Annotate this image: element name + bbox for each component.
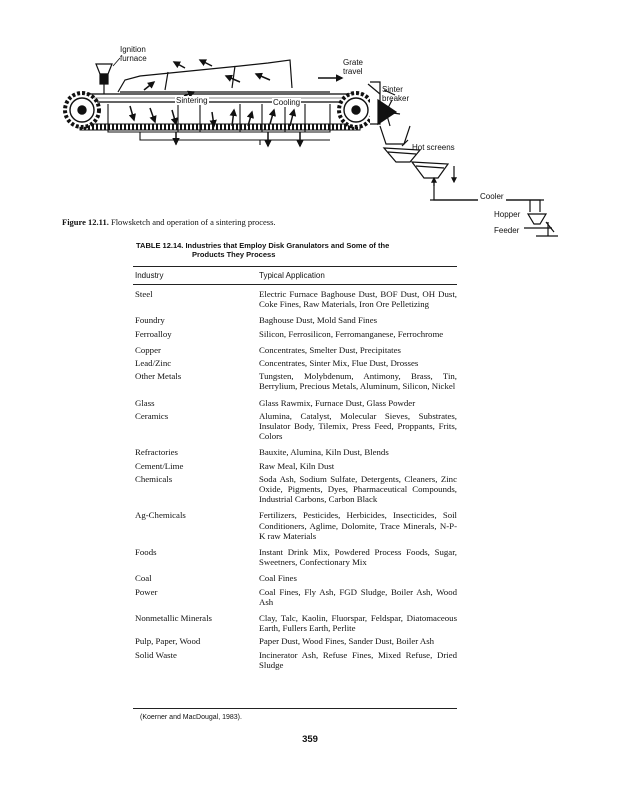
cell-industry: Cement/Lime (135, 460, 184, 471)
cell-industry: Glass (135, 397, 155, 408)
cell-application: Alumina, Catalyst, Molecular Sieves, Substrates, Insulator Body, Tilemix, Press Feed, Proppants, Frits, Colors (259, 410, 457, 442)
label-cooling: Cooling (273, 98, 301, 107)
drive-sprocket-right (339, 93, 373, 127)
label-grate-travel: Grate travel (343, 58, 364, 76)
cell-application: Soda Ash, Sodium Sulfate, Detergents, Cleaners, Zinc Oxide, Pigments, Dyes, Pharmaceutical Compounds, Industrial Carbons, Carbon Black (259, 473, 457, 505)
table-title-line-2: Products They Process (192, 249, 276, 259)
ignition-furnace (96, 58, 120, 94)
label-cooler: Cooler (480, 192, 504, 201)
table-row (135, 289, 457, 309)
table-row (135, 315, 457, 325)
cell-industry: Foods (135, 547, 157, 558)
cell-industry: Pulp, Paper, Wood (135, 636, 201, 647)
cell-application: Clay, Talc, Kaolin, Fluorspar, Feldspar, Diatomaceous Earth, Fullers Earth, Perlite (259, 613, 457, 634)
table-title-line-1: TABLE 12.14. Industries that Employ Disk Granulators and Some of the (136, 241, 390, 250)
table-row (135, 636, 457, 646)
table-row (135, 613, 457, 633)
cell-application: Raw Meal, Kiln Dust (259, 460, 335, 471)
table-bottom-rule (133, 708, 457, 709)
gas-flow-arrows (130, 60, 342, 146)
cell-industry: Lead/Zinc (135, 358, 172, 369)
cell-industry: Coal (135, 573, 152, 584)
cell-application: Incinerator Ash, Refuse Fines, Mixed Refuse, Dried Sludge (259, 649, 457, 670)
cell-application: Tungsten, Molybdenum, Antimony, Brass, Tin, Berrylium, Precious Metals, Aluminum, Silicon, Nickel (259, 371, 457, 392)
figure-caption (62, 217, 276, 227)
label-sintering: Sintering (176, 96, 208, 105)
cell-application: Concentrates, Sinter Mix, Flue Dust, Drosses (259, 358, 419, 369)
table-row (135, 345, 457, 355)
cell-industry: Foundry (135, 315, 165, 326)
cell-application: Paper Dust, Wood Fines, Sander Dust, Boiler Ash (259, 636, 435, 647)
table-row (135, 587, 457, 607)
cell-application: Baghouse Dust, Mold Sand Fines (259, 315, 378, 326)
table-row (135, 358, 457, 368)
table-row (135, 447, 457, 457)
sinter-strand (80, 94, 360, 130)
cell-industry: Ag-Chemicals (135, 510, 186, 521)
table-row (135, 547, 457, 567)
drive-sprocket-left (65, 93, 99, 127)
table-source-note: (Koerner and MacDougal, 1983). (140, 714, 242, 721)
sinter-hood (118, 60, 330, 92)
cell-industry: Copper (135, 344, 161, 355)
cell-industry: Chemicals (135, 473, 173, 484)
cell-application: Concentrates, Smelter Dust, Precipitates (259, 344, 401, 355)
cell-industry: Ceramics (135, 410, 169, 421)
table-title (136, 242, 456, 259)
label-hopper: Hopper (494, 210, 521, 219)
label-sinter-breaker: Sinter breaker (382, 85, 410, 103)
cell-application: Electric Furnace Baghouse Dust, BOF Dust, OH Dust, Coke Fines, Raw Materials, Iron Ore Pelletizing (259, 289, 457, 310)
table-header-industry: Industry (135, 271, 164, 280)
table-row (135, 474, 457, 505)
table-row (135, 411, 457, 442)
page-number: 359 (302, 734, 318, 745)
cell-industry: Nonmetallic Minerals (135, 613, 212, 624)
table-row (135, 510, 457, 541)
table-top-rule (133, 266, 457, 267)
cell-application: Coal Fines, Fly Ash, FGD Sludge, Boiler Ash, Wood Ash (259, 586, 457, 607)
sintering-diagram-graphic (0, 0, 620, 250)
sintering-flowsketch (0, 0, 620, 250)
cell-industry: Other Metals (135, 371, 182, 382)
cell-industry: Ferroalloy (135, 328, 172, 339)
table-row (135, 329, 457, 339)
label-hot-screens: Hot screens (412, 143, 455, 152)
label-ignition-furnace: Ignition furnace (120, 45, 147, 63)
table-row (135, 461, 457, 471)
cell-application: Glass Rawmix, Furnace Dust, Glass Powder (259, 397, 416, 408)
table-header-rule (133, 284, 457, 285)
table-row (135, 371, 457, 391)
cell-application: Silicon, Ferrosilicon, Ferromanganese, Ferrochrome (259, 328, 444, 339)
cell-industry: Power (135, 586, 158, 597)
cell-industry: Solid Waste (135, 649, 177, 660)
table-row (135, 398, 457, 408)
cell-application: Instant Drink Mix, Powdered Process Foods, Sugar, Sweetners, Confectionary Mix (259, 547, 457, 568)
cell-industry: Steel (135, 289, 153, 299)
cell-application: Bauxite, Alumina, Kiln Dust, Blends (259, 447, 389, 458)
table-header-application: Typical Application (259, 271, 325, 280)
table-row (135, 573, 457, 583)
label-feeder: Feeder (494, 226, 520, 235)
table-body (135, 289, 457, 670)
figure-caption-label: Figure 12.11. (62, 217, 109, 227)
figure-caption-text: Flowsketch and operation of a sintering process. (110, 217, 276, 227)
cell-industry: Refractories (135, 447, 178, 458)
cell-application: Fertilizers, Pesticides, Herbicides, Insecticides, Soil Conditioners, Aglime, Dolomite, Trace Minerals, N-P-K raw Materials (259, 510, 457, 541)
table-row (135, 650, 457, 670)
cell-application: Coal Fines (259, 573, 297, 584)
